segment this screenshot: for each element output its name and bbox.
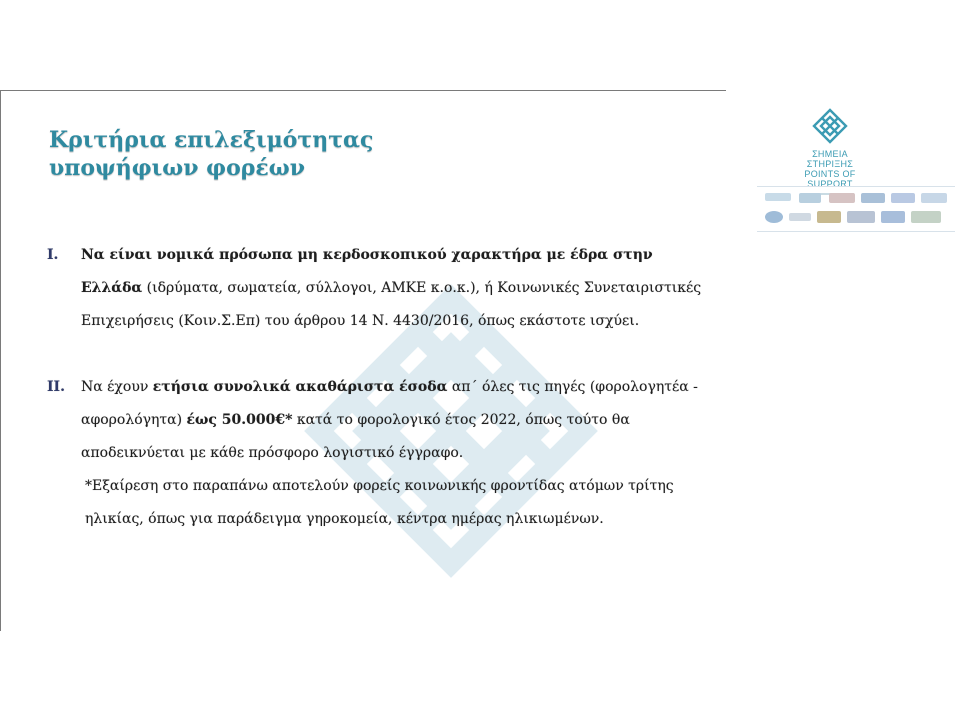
criterion-2-lead: Να έχουν [81,379,153,395]
criterion-2-rest: κατά το φορολογικό έτος 2022, όπως τούτο θα αποδεικνύεται με κάθε πρόσφορο λογιστικό έγγραφο. [81,412,630,461]
criterion-2-note: *Εξαίρεση στο παραπάνω αποτελούν φορείς κοινωνικής φροντίδας ατόμων τρίτης ηλικίας, όπως για παράδειγμα γηροκομεία, κέντρα ημέρας ηλικιωμένων. [85,478,674,527]
title-line-2: υποψήφιων φορέων [49,155,305,181]
title-line-1: Κριτήρια επιλεξιμότητας [49,127,374,153]
slide-title [49,126,373,182]
points-of-support-logo [800,108,860,195]
partner-logo [799,193,821,203]
criterion-2-middle: απ΄ όλες τις πηγές (φορολογητέα - αφορολόγητα) [81,379,698,428]
partner-logo [765,193,791,201]
criterion-1 [47,239,707,338]
logo-knot-icon [800,108,860,144]
criterion-2-text [81,371,707,536]
slide-frame [0,90,726,631]
criterion-1-rest: (ιδρύματα, σωματεία, σύλλογοι, ΑΜΚΕ κ.ο.κ.), ή Κοινωνικές Συνεταιριστικές Επιχειρήσεις (Κοιν.Σ.Επ) του άρθρου 14 Ν. 4430/2016, όπως εκάστοτε ισχύει. [81,280,702,329]
criterion-1-marker: I. [47,247,59,263]
criterion-2-marker: II. [47,379,65,395]
partner-logo [861,193,885,203]
partner-logo [765,211,783,223]
partner-logo [881,211,905,223]
criterion-2-bold: ετήσια συνολικά ακαθάριστα έσοδα [152,379,448,395]
criterion-1-bold: Να είναι νομικά πρόσωπα μη κερδοσκοπικού χαρακτήρα με έδρα στην Ελλάδα [81,247,653,296]
logo-text-english: POINTS OF SUPPORT [804,169,856,189]
partner-logo [829,193,855,203]
partner-logos-strip [757,186,955,232]
partner-logo [847,211,875,223]
partner-logo [911,211,941,223]
partner-logo [789,213,811,221]
criterion-2 [47,371,707,536]
partner-logo [921,193,947,203]
criterion-2-amount: έως 50.000€* [186,412,293,428]
partner-logo [891,193,915,203]
partner-logo [817,211,841,223]
criterion-1-text [81,239,707,338]
logo-text-greek: ΣΗΜΕΙΑ ΣΤΗΡΙΞΗΣ [806,149,854,169]
